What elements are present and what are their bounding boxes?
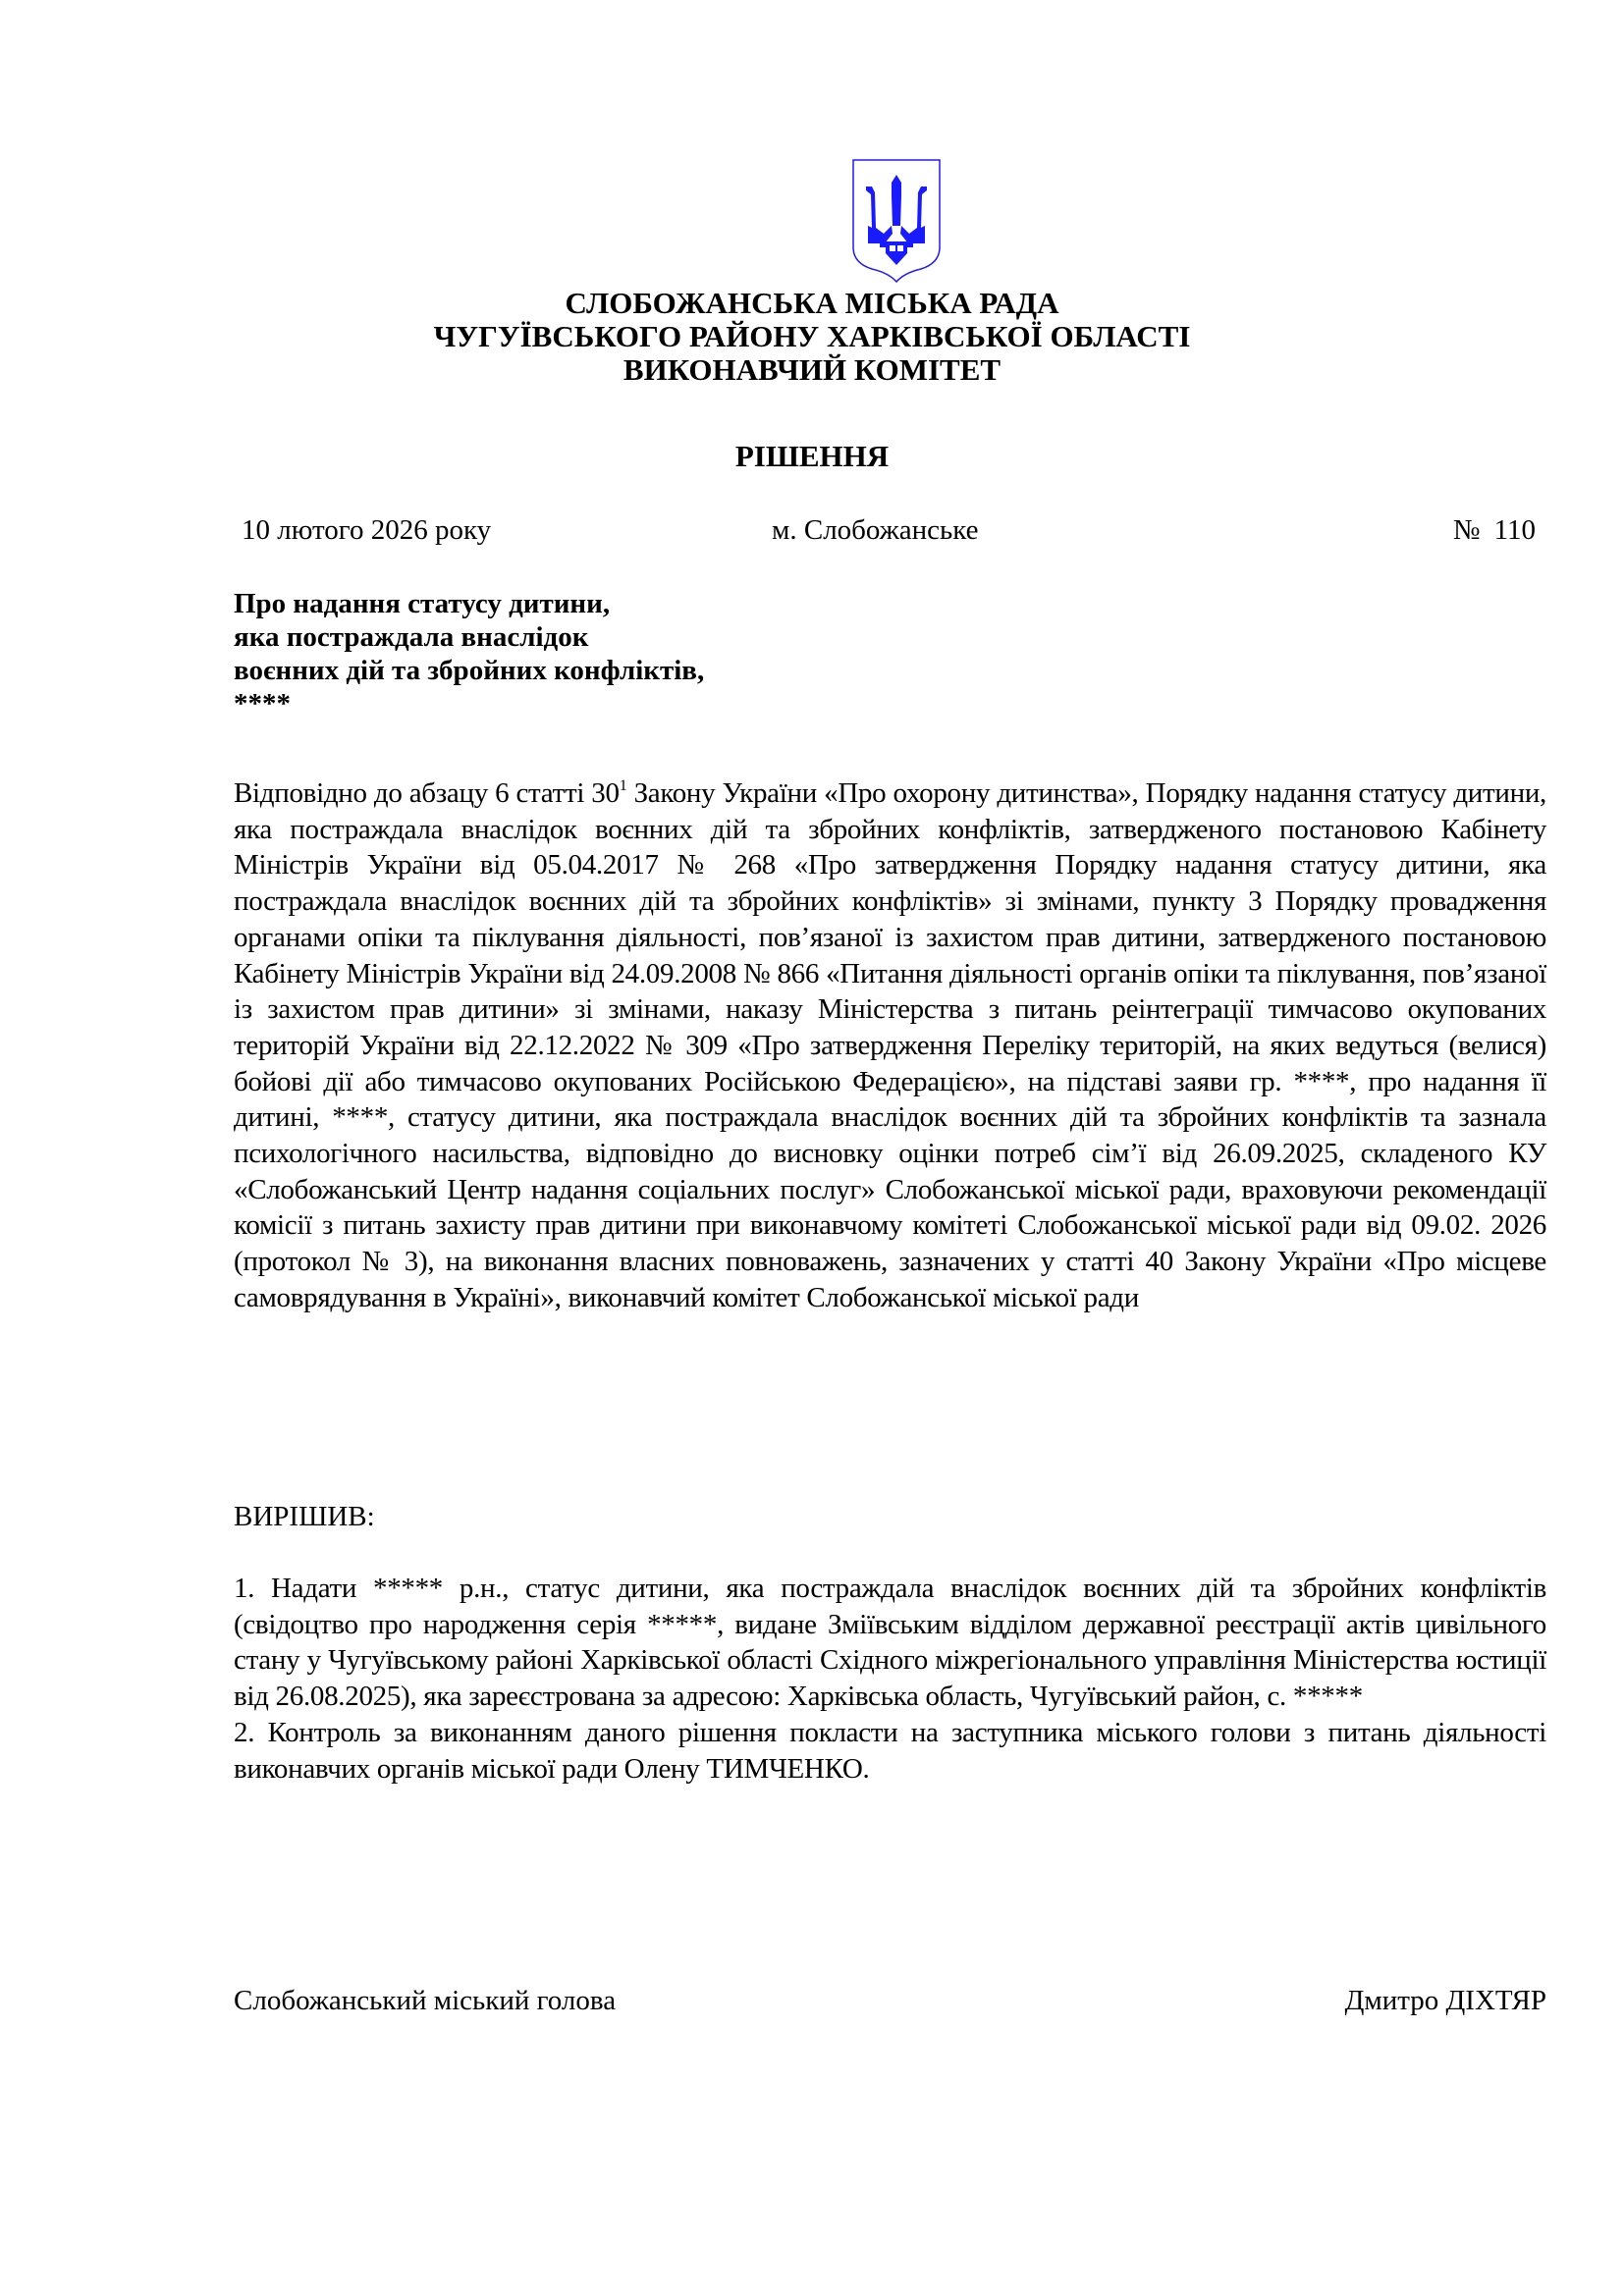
preamble-paragraph (234, 775, 1546, 1316)
document-type-title: РІШЕННЯ (734, 439, 890, 473)
header-district: ЧУГУЇВСЬКОГО РАЙОНУ ХАРКІВСЬКОЇ ОБЛАСТІ (433, 319, 1191, 353)
coat-of-arms-icon (850, 157, 943, 285)
header-committee: ВИКОНАВЧИЙ КОМІТЕТ (623, 352, 1001, 387)
document-date: 10 лютого 2026 року (242, 514, 492, 546)
signatory-name: Дмитро ДІХТЯР (1344, 1985, 1546, 2016)
subject-line: яка постраждала внаслідок (234, 621, 589, 653)
resolution-item: 2. Контроль за виконанням даного рішення покласти на заступника міського голови з питань діяльності виконавчих органів міської ради Олену ТИМЧЕНКО. (234, 1716, 1546, 1785)
signature-block (234, 1983, 1546, 2018)
document-subject (234, 587, 921, 721)
preamble-text-rest: Закону України «Про охорону дитинства», Порядку надання статусу дитини, яка постраждала внаслідок воєнних дій та збройних конфліктів, затвердженого постановою Кабінету Міністрів України від 05.04.2017 № 268 «Про затвердження Порядку надання статусу дитини, яка постраждала внаслідок воєнних дій та збройних конфліктів» зі змінами, пункту 3 Порядку провадження органами опіки та піклування діяльності, пов’язаної із захистом прав дитини, затвердженого постановою Кабінету Міністрів України від 24.09.2008 № 866 «Питання діяльності органів опіки та піклування, пов’язаної із захистом прав дитини» зі змінами, наказу Міністерства з питань реінтеграції тимчасово окупованих територій України від 22.12.2022 № 309 «Про затвердження Переліку територій, на яких ведуться (велися) бойові дії або тимчасово окупованих Російською Федерацією», на підставі заяви гр. ****, про надання її дитині, ****, статусу дитини, яка постраждала внаслідок воєнних дій та збройних конфліктів та зазнала психологічного насильства, відповідно до висновку оцінки потреб сім’ї від 26.09.2025, складеного КУ «Слобожанський Центр надання соціальних послуг» Слобожанської міської ради, враховуючи рекомендації комісії з питань захисту прав дитини при виконавчому комітеті Слобожанської міської ради від 09.02. 2026 (протокол № 3), на виконання власних повноважень, зазначених у статті 40 Закону України «Про місцеве самоврядування в Україні», виконавчий комітет Слобожанської міської ради (234, 777, 1546, 1313)
document-number (1453, 512, 1536, 548)
number-sign: № (1452, 514, 1481, 546)
signatory-title: Слобожанський міський голова (234, 1985, 617, 2016)
subject-line: воєнних дій та збройних конфліктів, (234, 655, 705, 686)
resolution-item: 1. Надати ***** р.н., статус дитини, яка постраждала внаслідок воєнних дій та збройних конфліктів (свідоцтво про народження серія *****, видане Зміївським відділом державної реєстрації актів цивільного стану у Чугуївському районі Харківської області Східного міжрегіонального управління Міністерства юстиції від 26.08.2025), яка зареєстрована за адресою: Харківська область, Чугуївський район, с. ***** (234, 1573, 1546, 1713)
resolution-items (234, 1571, 1546, 1787)
issuer-header (0, 287, 1624, 387)
subject-line: Про надання статусу дитини, (234, 588, 611, 619)
article-superscript: 1 (619, 777, 627, 794)
number-value: 110 (1493, 514, 1536, 546)
header-council-name: СЛОБОЖАНСЬКА МІСЬКА РАДА (565, 286, 1059, 320)
decided-label: ВИРІШИВ: (234, 1501, 375, 1532)
document-place: м. Слобожанське (772, 514, 979, 546)
preamble-text-start: Відповідно до абзацу 6 статті 30 (234, 777, 620, 809)
subject-line: **** (234, 688, 291, 720)
document-meta (242, 512, 1545, 548)
